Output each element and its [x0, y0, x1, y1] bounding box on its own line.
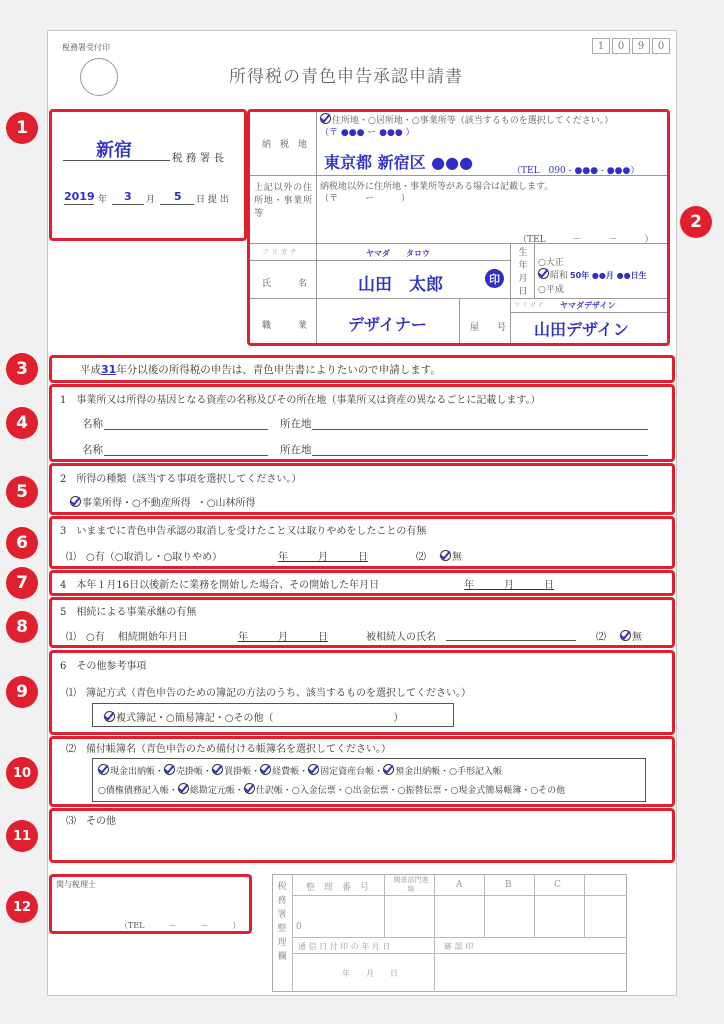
other-phone: （TEL － － ） — [518, 235, 654, 245]
ymd-label: 年 月 日 — [342, 969, 398, 978]
ledger-general: 総勘定元帳 — [189, 786, 235, 796]
ledger-vouchers: ・○入金伝票・○出金伝票・○振替伝票・○現金式簡易帳簿・○その他 — [282, 786, 566, 796]
stamp-date-label: 通 信 日 付 印 の 年 月 日 — [298, 942, 391, 951]
highlight-box-5 — [49, 463, 675, 515]
highlight-box-9 — [49, 650, 675, 735]
marker-11: 11 — [6, 820, 38, 852]
ledger-cash: 現金出納帳 — [110, 767, 156, 777]
name-value: 山田 太郎 — [358, 275, 443, 295]
marker-3: 3 — [6, 353, 38, 385]
submit-day: 5 — [174, 190, 182, 203]
bookkeeping-other: ・○簡易簿記・○その他（ ） — [156, 713, 404, 724]
succession-date: 年 月 日 — [238, 632, 328, 643]
phone-value: （TEL 090 - ●●● - ●●●） — [512, 166, 640, 176]
office-use-label: 税務署整理欄 — [277, 882, 287, 962]
location-label-2: 所在地 — [280, 444, 312, 456]
marker-4: 4 — [6, 407, 38, 439]
furigana-name: ヤマダ タロウ — [366, 249, 430, 258]
shop-furigana-label: フ リ ガ ナ — [514, 302, 544, 309]
filing-text: 年分以後の所得税の申告は、青色申告書によりたいので申請します。 — [116, 364, 441, 376]
highlight-box-4 — [49, 384, 675, 462]
ledger-bill: ・○手形記入帳 — [440, 767, 503, 777]
ledger-row-1: 現金出納帳・ 売掛帳・ 買掛帳・ 経費帳・ 固定資産台帳・ 預金出納帳・○手形記入帳 — [98, 764, 502, 777]
filing-year: 31 — [101, 363, 117, 376]
submit-year: 2019 — [64, 190, 95, 203]
marker-1: 1 — [6, 112, 38, 144]
office-table-line — [434, 874, 435, 992]
marker-6: 6 — [6, 527, 38, 559]
marker-7: 7 — [6, 567, 38, 599]
furigana-label: フ リ ガ ナ — [262, 248, 297, 256]
form-number-digit: 9 — [632, 38, 650, 54]
ledger-receivable: 売掛帳 — [176, 767, 204, 777]
highlight-box-3 — [49, 355, 675, 383]
shop-name: 山田デザイン — [534, 320, 629, 339]
marker-9: 9 — [6, 676, 38, 708]
day-unit: 日 提 出 — [196, 195, 229, 205]
office-table-line — [292, 953, 627, 954]
office-table-line — [292, 895, 627, 896]
succession-title: 5 相続による事業承継の有無 — [60, 607, 197, 618]
office-table-line — [584, 874, 585, 937]
birth-value: 50年 ●●月 ●●日生 — [570, 271, 647, 280]
marker-2: 2 — [680, 206, 712, 238]
submit-month: 3 — [124, 190, 132, 203]
highlight-box-6 — [49, 516, 675, 569]
ledger-title: ⑵ 備付帳簿名（青色申告のため備付ける帳簿名を選択してください。） — [66, 744, 391, 755]
office-table-line — [484, 874, 485, 937]
office-table-line — [292, 937, 627, 938]
occupation-value: デザイナー — [348, 315, 427, 334]
confirm-label: 確 認 印 — [444, 942, 474, 951]
cancellation-date: 年 月 日 — [278, 552, 368, 563]
office-suffix: 税 務 署 長 — [172, 152, 225, 164]
cancellation-item2: ⑵ — [416, 552, 426, 563]
other-title: ⑶ その他 — [66, 816, 116, 827]
heir-label: 被相続人の氏名 — [366, 632, 436, 643]
highlight-box-10 — [49, 736, 675, 807]
ledger-row-2: ○債権債務記入帳・ 総勘定元帳・ 仕訳帳・○入金伝票・○出金伝票・○振替伝票・○現金式簡易帳簿・○その他 — [98, 783, 565, 796]
era-prefix: 平成 — [80, 364, 101, 376]
form-number-digit: 0 — [612, 38, 630, 54]
era-showa: 昭和 — [550, 271, 569, 281]
highlight-box-8 — [49, 597, 675, 648]
start-date-title: 4 本年１月16日以後新たに業務を開始した場合、その開始した年月日 — [60, 580, 380, 591]
marker-10: 10 — [6, 757, 38, 789]
highlight-box-12 — [49, 874, 252, 934]
income-realestate: ・○不動産所得 — [122, 498, 191, 509]
ledger-credit-debt: ○債権債務記入帳・ — [98, 786, 178, 796]
occupation-label: 職 業 — [262, 321, 308, 331]
shop-label: 屋 号 — [470, 323, 507, 333]
ledger-payable: 買掛帳 — [224, 767, 252, 777]
bookkeeping-title: ⑴ 簿記方式（青色申告のための簿記の方法のうち、該当するものを選択してください。） — [66, 688, 471, 699]
business-location-title: 1 事業所又は所得の基因となる資産の名称及びその所在地（事業所又は資産の異なるごとに記載します。） — [60, 395, 541, 406]
office-name: 新宿 — [96, 140, 132, 161]
start-date-value: 年 月 日 — [464, 580, 554, 591]
cancellation-title: 3 いままでに青色申告承認の取消しを受けたこと又は取りやめをしたことの有無 — [60, 526, 427, 537]
col-a: A — [456, 880, 463, 890]
address-options: 住所地・○居所地・○事業所等（該当するものを選択してください。） — [332, 116, 614, 126]
office-table-line — [292, 874, 293, 992]
form-number-digit: 0 — [652, 38, 670, 54]
highlight-box-1 — [49, 109, 247, 241]
zero-digit: 0 — [296, 922, 302, 932]
era-taisho: ○大正 — [538, 258, 564, 268]
other-matters-title: 6 その他参考事項 — [60, 661, 147, 672]
address-value: 東京都 新宿区 ●●● — [324, 153, 474, 172]
highlight-box-2 — [247, 109, 670, 346]
ledger-expense: 経費帳 — [272, 767, 300, 777]
name-label: 氏 名 — [262, 279, 308, 289]
shop-furigana: ヤマダデザイン — [560, 301, 616, 310]
postal-code: （〒 ●●● ー ●●● ） — [320, 128, 415, 138]
office-table-line — [384, 874, 385, 937]
col-c: C — [554, 880, 561, 890]
income-forest: ・○山林所得 — [196, 498, 256, 509]
tax-accountant-phone: （TEL － － ） — [120, 921, 241, 930]
ledger-fixed-asset: 固定資産台帳 — [320, 767, 375, 777]
income-type-title: 2 所得の種類（該当する事項を選択してください。） — [60, 474, 302, 485]
marker-12: 12 — [6, 891, 38, 923]
col-b: B — [505, 880, 512, 890]
succession-no: 無 — [632, 632, 642, 643]
succession-yes: ⑴ ○有 相続開始年月日 — [66, 632, 188, 643]
other-address-note: 納税地以外に住所地・事業所等がある場合は記載します。 — [320, 182, 554, 192]
ledger-journal: 仕訳帳 — [255, 786, 283, 796]
office-table-line — [534, 874, 535, 937]
other-address-label: 上記以外の住所地・事業所等 — [254, 183, 312, 219]
name-label-2: 名称 — [82, 444, 103, 456]
file-number-label: 整 理 番 号 — [306, 883, 370, 893]
year-unit: 年 — [98, 195, 108, 205]
location-label-1: 所在地 — [280, 418, 312, 430]
other-postal: （〒 ー ） — [320, 194, 411, 204]
dept-label: 関係部門連絡 — [393, 876, 429, 893]
form-number-digit: 1 — [592, 38, 610, 54]
succession-item2: ⑵ — [596, 632, 606, 643]
name-label-1: 名称 — [82, 418, 103, 430]
seal-icon: 印 — [485, 269, 504, 288]
era-heisei: ○平成 — [538, 285, 564, 295]
bookkeeping-double: 複式簿記 — [116, 713, 156, 724]
form-title: 所得税の青色申告承認申請書 — [229, 67, 463, 87]
stamp-label: 税務署受付印 — [62, 43, 110, 52]
tax-accountant-label: 関与税理士 — [56, 880, 96, 889]
ledger-deposit: 預金出納帳 — [395, 767, 441, 777]
highlight-box-11 — [49, 808, 675, 863]
marker-8: 8 — [6, 611, 38, 643]
month-unit: 月 — [146, 195, 156, 205]
highlight-box-7 — [49, 570, 675, 596]
cancellation-yes: ⑴ ○有（○取消し・○取りやめ） — [66, 552, 223, 563]
cancellation-no: 無 — [452, 552, 462, 563]
stamp-circle — [80, 58, 118, 96]
address-label: 納 税 地 — [262, 140, 308, 150]
income-business: 事業所得 — [82, 498, 122, 509]
marker-5: 5 — [6, 476, 38, 508]
birth-label: 生年月日 — [518, 248, 528, 297]
